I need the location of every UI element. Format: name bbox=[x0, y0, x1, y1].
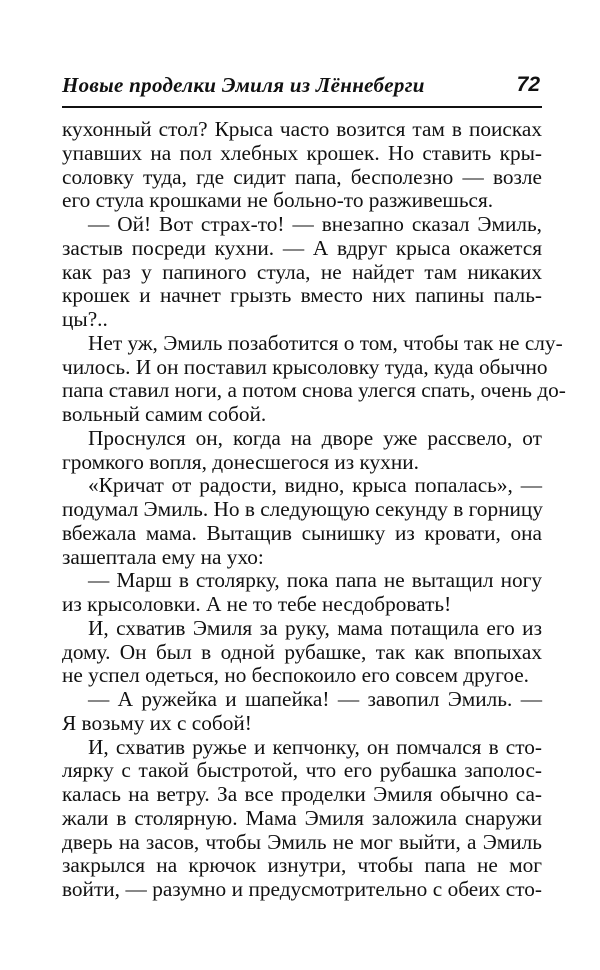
text-line: дому. Он был в одной рубашке, так как впопыхах bbox=[62, 639, 542, 664]
running-header bbox=[62, 70, 542, 108]
text-line: зашептала ему на ухо: bbox=[62, 544, 264, 569]
text-line: — Марш в столярку, пока папа не вытащил ногу bbox=[88, 568, 542, 593]
text-line: из крысоловки. А не то тебе несдобровать! bbox=[62, 592, 452, 616]
text-line: Нет уж, Эмиль позаботится о том, чтобы так не слу- bbox=[88, 330, 563, 355]
text-line: дверь на засов, чтобы Эмиль не мог выйти, а Эмиль bbox=[62, 829, 542, 854]
text-line: «Кричат от радости, видно, крыса попалась», — bbox=[88, 473, 542, 498]
text-line: соловку туда, где сидит папа, бесполезно — возле bbox=[62, 164, 542, 189]
text-line: — Ой! Вот страх-то! — внезапно сказал Эмиль, bbox=[88, 212, 542, 236]
text-line: лярку с такой быстротой, что его рубашка заполос- bbox=[62, 758, 542, 783]
text-line: папа ставил ноги, а потом снова улегся спать, очень до- bbox=[62, 378, 566, 403]
text-line: застыв посреди кухни. — А вдруг крыса окажется bbox=[62, 235, 542, 260]
text-line: цы?.. bbox=[62, 307, 108, 331]
text-line: подумал Эмиль. Но в следующую секунду в горницу bbox=[62, 497, 543, 521]
text-line: И, схватив Эмиля за руку, мама потащила его из bbox=[88, 615, 542, 640]
text-line: калась на ветру. За все проделки Эмиля обычно са- bbox=[62, 782, 542, 806]
text-line: громкого вопля, донесшегося из кухни. bbox=[62, 449, 419, 474]
text-line: кухонный стол? Крыса часто возится там в поисках bbox=[62, 117, 542, 141]
text-line: крошек и начнет грызть вместо них папины паль- bbox=[62, 283, 542, 308]
text-line: Проснулся он, когда на дворе уже рассвело, от bbox=[88, 425, 542, 450]
text-line: вольный самим собой. bbox=[62, 402, 267, 426]
text-line: — А ружейка и шапейка! — завопил Эмиль. — bbox=[88, 687, 542, 711]
text-line: чилось. И он поставил крысоловку туда, куда обычно bbox=[62, 354, 548, 379]
running-title: Новые проделки Эмиля из Лённеберги bbox=[62, 73, 425, 97]
text-line: войти, — разумно и предусмотрительно с обеих сто- bbox=[62, 877, 542, 901]
text-line: И, схватив ружье и кепчонку, он помчался в сто- bbox=[88, 734, 542, 759]
text-line: упавших на пол хлебных крошек. Но ставить кры- bbox=[62, 140, 542, 165]
text-line: как раз у папиного стула, не найдет там никаких bbox=[62, 259, 542, 284]
text-line: его стула крошками не больно-то разживешься. bbox=[62, 188, 494, 213]
text-line: жали в столярную. Мама Эмиля заложила снаружи bbox=[62, 805, 542, 830]
body-text bbox=[62, 117, 566, 902]
text-line: вбежала мама. Вытащив сынишку из кровати, она bbox=[62, 520, 542, 545]
text-line: Я возьму их с собой! bbox=[62, 710, 252, 735]
text-line: закрылся на крючок изнутри, чтобы папа не мог bbox=[62, 853, 542, 878]
text-line: не успел одеться, но беспокоило его совсем другое. bbox=[62, 663, 530, 688]
page-number: 72 bbox=[516, 73, 540, 96]
